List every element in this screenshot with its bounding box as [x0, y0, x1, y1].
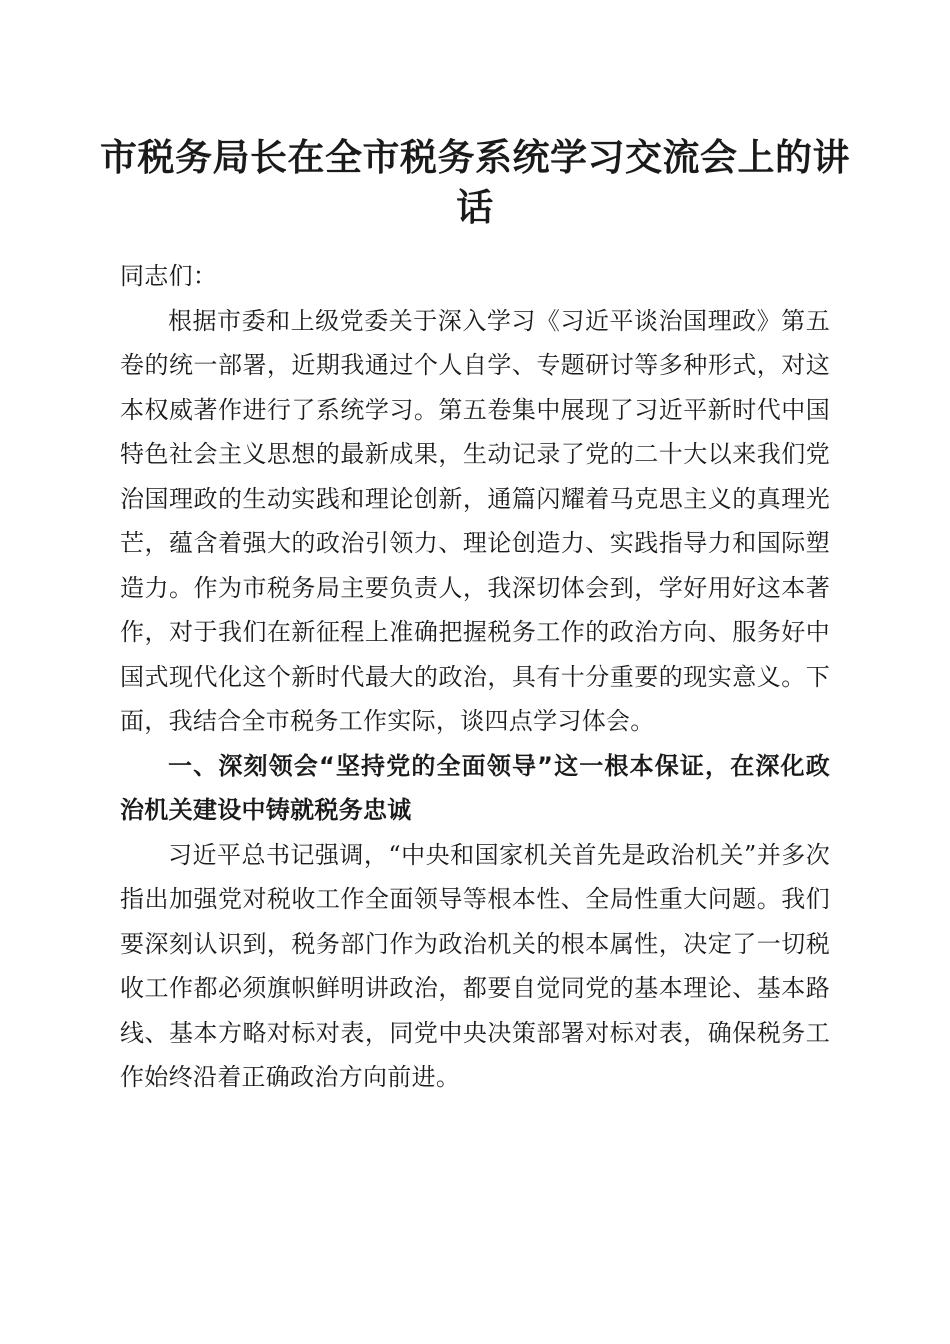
- section-paragraph: 习近平总书记强调，“中央和国家机关首先是政治机关”并多次指出加强党对税收工作全面领导等根本性、全局性重大问题。我们要深刻认识到，税务部门作为政治机关的根本属性，决定了一切税收工作都必须旗帜鲜明讲政治，都要自觉同党的基本理论、基本路线、基本方略对标对表，同党中央决策部署对标对表，确保税务工作始终沿着正确政治方向前进。: [120, 840, 830, 1091]
- section-heading: 一、深刻领会“坚持党的全面领导”这一根本保证，在深化政治机关建设中铸就税务忠诚: [120, 751, 830, 824]
- document-body: [120, 254, 830, 1100]
- salutation: 同志们：: [120, 262, 218, 290]
- intro-paragraph: 根据市委和上级党委关于深入学习《习近平谈治国理政》第五卷的统一部署，近期我通过个人自学、专题研讨等多种形式，对这本权威著作进行了系统学习。第五卷集中展现了习近平新时代中国特色社会主义思想的最新成果，生动记录了党的二十大以来我们党治国理政的生动实践和理论创新，通篇闪耀着马克思主义的真理光芒，蕴含着强大的政治引领力、理论创造力、实践指导力和国际塑造力。作为市税务局主要负责人，我深切体会到，学好用好这本著作，对于我们在新征程上准确把握税务工作的政治方向、服务好中国式现代化这个新时代最大的政治，具有十分重要的现实意义。下面，我结合全市税务工作实际，谈四点学习体会。: [120, 306, 830, 735]
- document-title: 市税务局长在全市税务系统学习交流会上的讲话: [100, 135, 850, 229]
